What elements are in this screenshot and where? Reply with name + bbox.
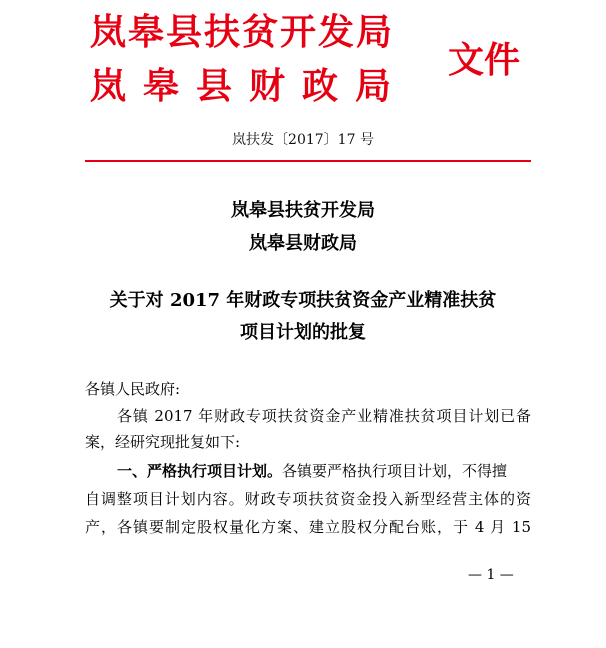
paragraph-1-line-2: 案，经研究现批复如下:	[85, 433, 241, 451]
red-divider-line	[85, 160, 531, 162]
point-1-line-1	[117, 461, 531, 481]
document-number: 岚扶发〔2017〕17 号	[232, 132, 374, 148]
point-1-line-2: 自调整项目计划内容。财政专项扶贫资金投入新型经营主体的资	[85, 490, 531, 508]
document-title-line-2: 项目计划的批复	[240, 322, 366, 343]
issuer-line-1: 岚皋县扶贫开发局	[231, 200, 375, 221]
point-1-heading: 一、严格执行项目计划。	[117, 462, 283, 480]
issuing-org-line-1: 岚皋县扶贫开发局	[90, 11, 395, 53]
issuing-org-line-2: 岚皋县财政局	[90, 65, 409, 107]
point-1-line-3: 产，各镇要制定股权量化方案、建立股权分配台账，于 4 月 15	[85, 518, 531, 536]
document-type-label: 文件	[448, 39, 521, 81]
document-title-line-1: 关于对 2017 年财政专项扶贫资金产业精准扶贫	[109, 290, 497, 311]
point-1-line-1-text: 各镇要严格执行项目计划，不得擅	[282, 462, 508, 480]
page-number: — 1 —	[468, 567, 514, 583]
salutation: 各镇人民政府:	[85, 380, 181, 398]
issuer-line-2: 岚皋县财政局	[249, 233, 357, 254]
paragraph-1-line-1: 各镇 2017 年财政专项扶贫资金产业精准扶贫项目计划已备	[117, 407, 531, 425]
